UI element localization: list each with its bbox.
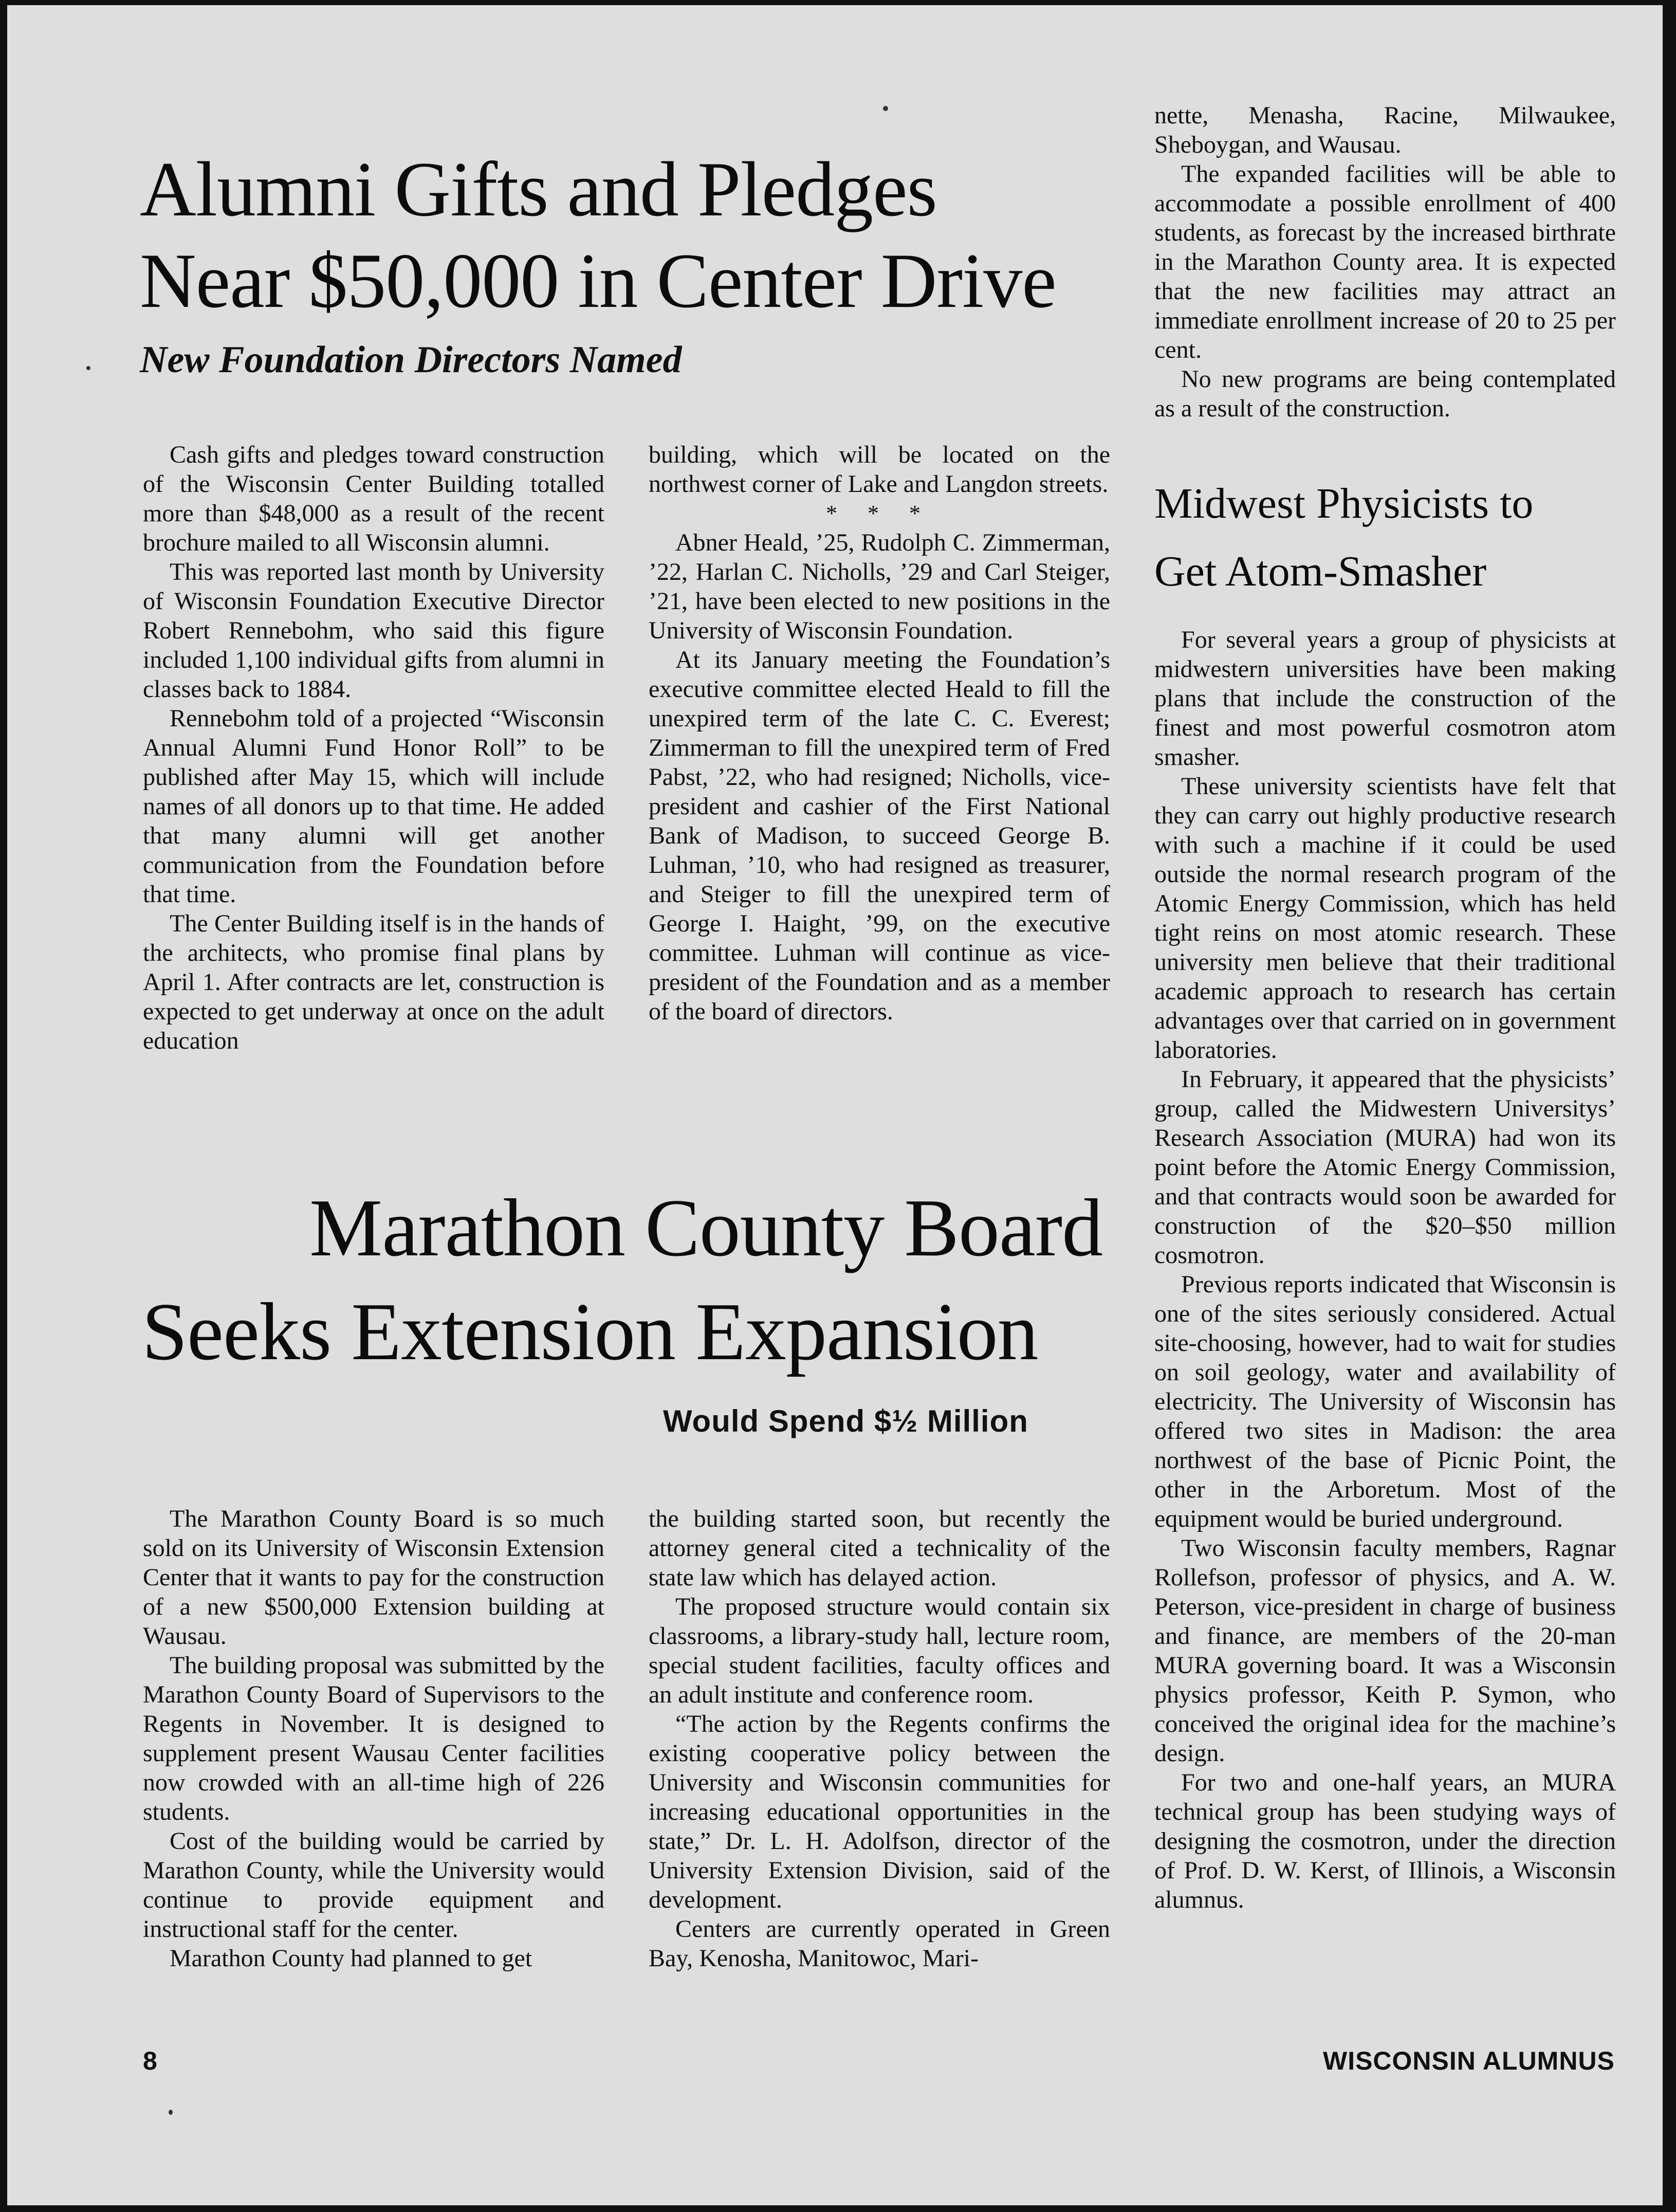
paragraph: Cash gifts and pledges toward construction of the Wisconsin Center Building totalled more than $48,000 as a result of the recent brochure mailed to all Wisconsin alumni. [143, 441, 604, 556]
paragraph: The proposed structure would contain six classrooms, a library-study hall, lecture room, special student facilities, faculty offices and an adult institute and conference room. [649, 1593, 1110, 1708]
paragraph: The Center Building itself is in the hands of the architects, who promise final plans by April 1. After contracts are let, construction is expected to get underway at once on the adult education [143, 910, 604, 1054]
article1-column-2 [649, 440, 1110, 1026]
paragraph: This was reported last month by University of Wisconsin Foundation Executive Director Robert Rennebohm, who said this figure included 1,100 individual gifts from alumni in classes back to 1884. [143, 558, 604, 703]
paragraph: Marathon County had planned to get [170, 1945, 532, 1972]
article2-column-2 [649, 1504, 1110, 1973]
scan-speck [169, 2110, 173, 2115]
article1-deck: New Foundation Directors Named [140, 339, 682, 381]
paragraph: The Marathon County Board is so much sold on its University of Wisconsin Extension Center that it wants to pay for the construction of a new $500,000 Extension building at Wausau. [143, 1505, 604, 1650]
article1-headline-line1: Alumni Gifts and Pledges [140, 146, 937, 232]
scan-speck [86, 366, 90, 370]
paragraph: In February, it appeared that the physicists’ group, called the Midwestern Universitys’ Research Association (MURA) had won its point before the Atomic Energy Commission, and that contracts would soon be awarded for construction of the $20–$50 million cosmotron. [1154, 1066, 1616, 1269]
paragraph: At its January meeting the Foundation’s executive committee elected Heald to fill the unexpired term of the late C. C. Everest; Zimmerman to fill the unexpired term of Fred Pabst, ’22, who had resigned; Nicholls, vice-president and cashier of the First National Bank of Madison, to succeed George B. Luhman, ’10, who had resigned as treasurer, and Steiger to fill the unexpired term of George I. Haight, ’99, on the executive committee. Luhman will continue as vice-president of the Foundation and as a member of the board of directors. [649, 646, 1110, 1025]
paragraph: nette, Menasha, Racine, Milwaukee, Sheboygan, and Wausau. [1154, 102, 1616, 158]
article3-headline-line1: Midwest Physicists to [1154, 480, 1534, 527]
scan-border-left [0, 0, 7, 2212]
page-number: 8 [143, 2046, 157, 2075]
paragraph: For several years a group of physicists at midwestern universities have been making plans that include the construction of the finest and most powerful cosmotron atom smasher. [1154, 626, 1616, 771]
scan-border-bottom [0, 2205, 1676, 2212]
article1-column-1 [143, 440, 604, 1055]
article2-headline-line2: Seeks Extension Expansion [142, 1286, 1038, 1377]
paragraph: Cost of the building would be carried by Marathon County, while the University would continue to provide equipment and instructional staff for the center. [143, 1827, 604, 1943]
paragraph: These university scientists have felt that they can carry out highly productive research with such a machine if it could be used outside the normal research program of the Atomic Energy Commission, which has held tight reins on most atomic research. These university men believe that their traditional academic approach to research has certain advantages over that carried on in government laboratories. [1154, 773, 1616, 1064]
scan-speck [883, 106, 888, 111]
article3-headline-line2: Get Atom-Smasher [1154, 547, 1487, 595]
article2-column-1 [143, 1504, 604, 1973]
scan-border-right [1663, 0, 1676, 2212]
paragraph: Centers are currently operated in Green Bay, Kenosha, Manitowoc, Mari- [649, 1915, 1110, 1972]
paragraph: The expanded facilities will be able to accommodate a possible enrollment of 400 students, as forecast by the increased birthrate in the Marathon County area. It is expected that the new facilities may attract an immediate enrollment increase of 20 to 25 per cent. [1154, 160, 1616, 363]
paragraph: Rennebohm told of a projected “Wisconsin Annual Alumni Fund Honor Roll” to be published after May 15, which will include names of all donors up to that time. He added that many alumni will get another communication from the Foundation before that time. [143, 705, 604, 908]
article2-column-3 [1154, 101, 1616, 423]
paragraph: Two Wisconsin faculty members, Ragnar Rollefson, professor of physics, and A. W. Peterson, vice-president in charge of business and finance, are members of the 20-man MURA governing board. It was a Wisconsin physics professor, Keith P. Symon, who conceived the original idea for the machine’s design. [1154, 1534, 1616, 1767]
paragraph: Previous reports indicated that Wisconsin is one of the sites seriously considered. Actual site-choosing, however, had to wait for studies on soil geology, water and availability of electricity. The University of Wisconsin has offered two sites in Madison: the area northwest of the base of Picnic Point, the other in the Arboretum. Most of the equipment would be buried underground. [1154, 1271, 1616, 1532]
paragraph: No new programs are being contemplated as a result of the construction. [1154, 365, 1616, 422]
article3-body [1154, 625, 1616, 1914]
article1-headline-line2: Near $50,000 in Center Drive [140, 237, 1056, 324]
paragraph: For two and one-half years, an MURA technical group has been studying ways of designing the cosmotron, under the direction of Prof. D. W. Kerst, of Illinois, a Wisconsin alumnus. [1154, 1769, 1616, 1913]
section-separator: * * * [826, 501, 933, 526]
article2-subhead: Would Spend $½ Million [663, 1404, 1028, 1438]
magazine-title: WISCONSIN ALUMNUS [1323, 2046, 1615, 2075]
article2-headline-line1: Marathon County Board [309, 1182, 1103, 1273]
paragraph: Abner Heald, ’25, Rudolph C. Zimmerman, ’22, Harlan C. Nicholls, ’29 and Carl Steiger, ’21, have been elected to new positions in the University of Wisconsin Foundation. [649, 529, 1110, 644]
paragraph: “The action by the Regents confirms the existing cooperative policy between the University and Wisconsin communities for increasing educational opportunities in the state,” Dr. L. H. Adolfson, director of the University Extension Division, said of the development. [649, 1710, 1110, 1913]
scan-border-top [0, 0, 1676, 5]
paragraph: The building proposal was submitted by the Marathon County Board of Supervisors to the Regents in November. It is designed to supplement present Wausau Center facilities now crowded with an all-time high of 226 students. [143, 1652, 604, 1825]
paragraph: the building started soon, but recently the attorney general cited a technicality of the state law which has delayed action. [649, 1505, 1110, 1591]
paragraph: building, which will be located on the northwest corner of Lake and Langdon streets. [649, 441, 1110, 498]
